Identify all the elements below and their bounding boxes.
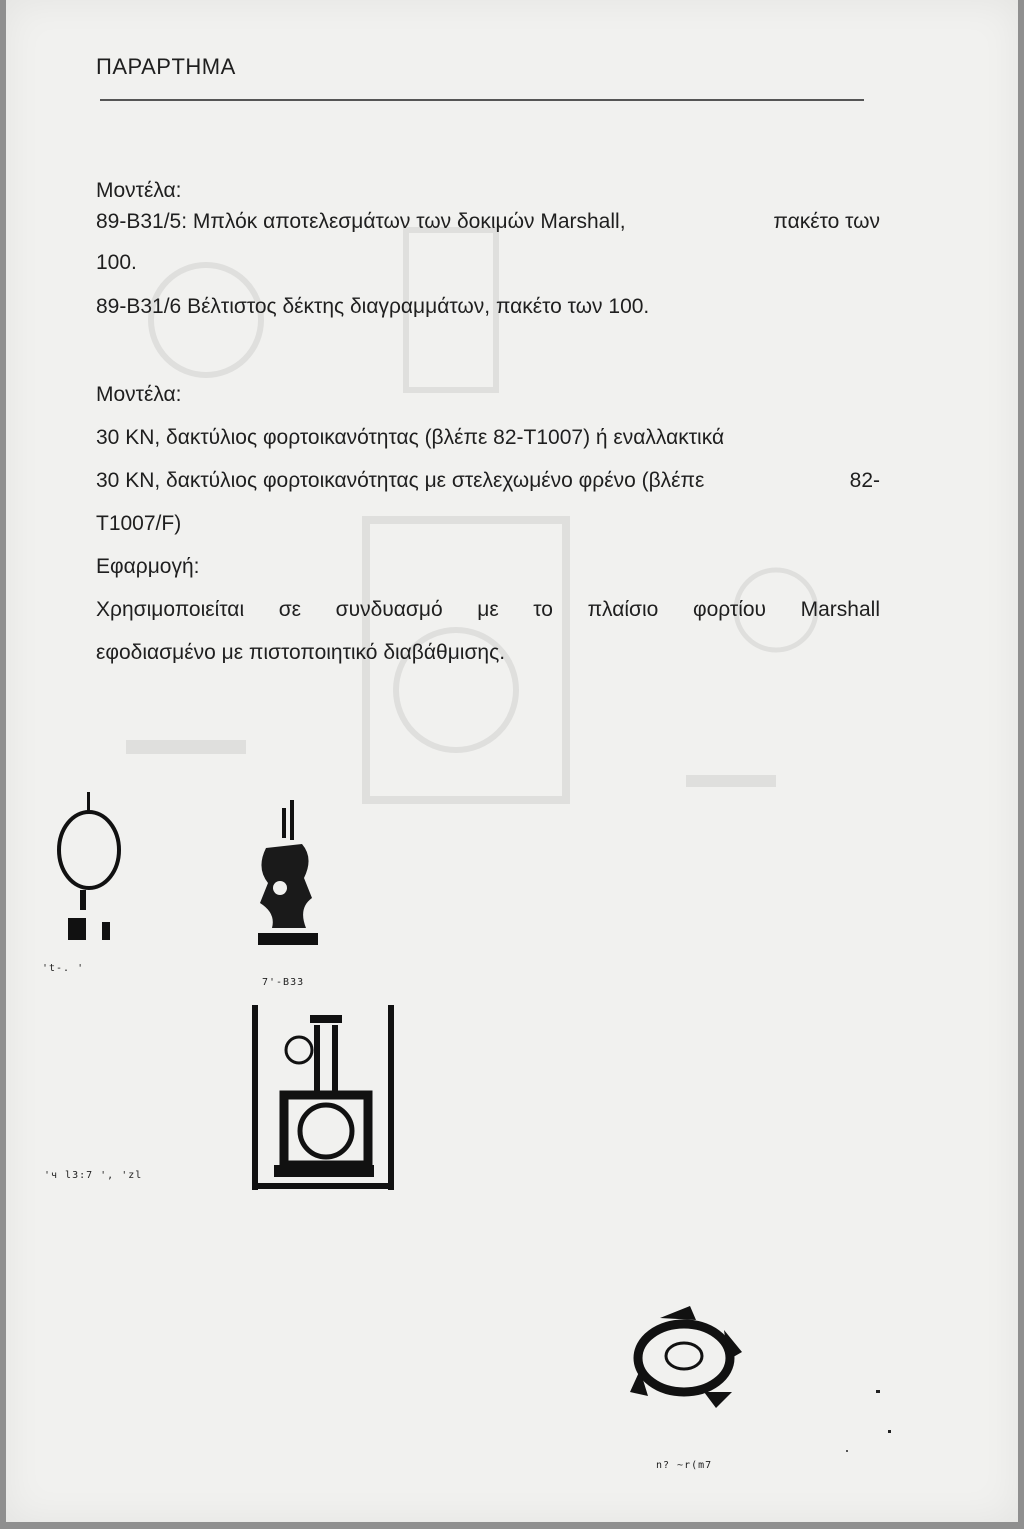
page-title: ΠΑΡΑΡΤΗΜΑ: [96, 54, 236, 79]
header-divider: [100, 99, 864, 101]
proving-ring-illustration: [50, 790, 130, 960]
rotor-caption: n? ~r(m7: [656, 1460, 713, 1471]
word: σε: [278, 598, 302, 621]
stand-caption: 7'-B33: [262, 977, 305, 988]
word: με: [477, 598, 499, 621]
models-label-2: Μοντέλα:: [96, 383, 182, 406]
word: συνδυασμό: [335, 598, 443, 621]
model-item-1-line-2: 100.: [96, 251, 137, 274]
scan-speckles: [806, 1390, 906, 1490]
frame-caption: 'ч l3:7 ', 'zl: [44, 1170, 143, 1181]
word: πλαίσιο: [587, 598, 659, 621]
model-item-2: 89-B31/6 Βέλτιστος δέκτης διαγραμμάτων, πακέτο των 100.: [96, 295, 650, 318]
model-item-1-line-1: [96, 209, 880, 235]
word: Χρησιμοποιείται: [96, 598, 245, 621]
word: Marshall: [800, 598, 880, 621]
word: το: [533, 598, 553, 621]
model-item-1-text: 89-B31/5: Μπλόκ αποτελεσμάτων των δοκιμών Marshall,: [96, 210, 626, 233]
model-item-1-text-end: πακέτο των: [773, 210, 880, 233]
models-label-1: Μοντέλα:: [96, 179, 182, 202]
ring-model-line-2-end: 82-: [849, 469, 880, 492]
ring-model-line-3: T1007/F): [96, 512, 182, 535]
load-frame-illustration: [244, 995, 404, 1195]
application-label: Εφαρμογή:: [96, 555, 200, 578]
application-line-2: εφοδιασμένο με πιστοποιητικό διαβάθμισης.: [96, 641, 506, 664]
document-page: [6, 0, 1018, 1522]
ring-model-line-1: 30 KN, δακτύλιος φορτοικανότητας (βλέπε 82-T1007) ή εναλλακτικά: [96, 426, 725, 449]
ring-model-line-2: [96, 468, 880, 494]
brake-rotor-illustration: [620, 1300, 750, 1410]
application-line-1: [96, 597, 880, 623]
word: φορτίου: [692, 598, 767, 621]
ring-model-line-2-text: 30 KN, δακτύλιος φορτοικανότητας με στελεχωμένο φρένο (βλέπε: [96, 469, 705, 492]
ring-caption: 't-. ': [42, 963, 85, 974]
dial-gauge-stand-illustration: [246, 798, 326, 958]
